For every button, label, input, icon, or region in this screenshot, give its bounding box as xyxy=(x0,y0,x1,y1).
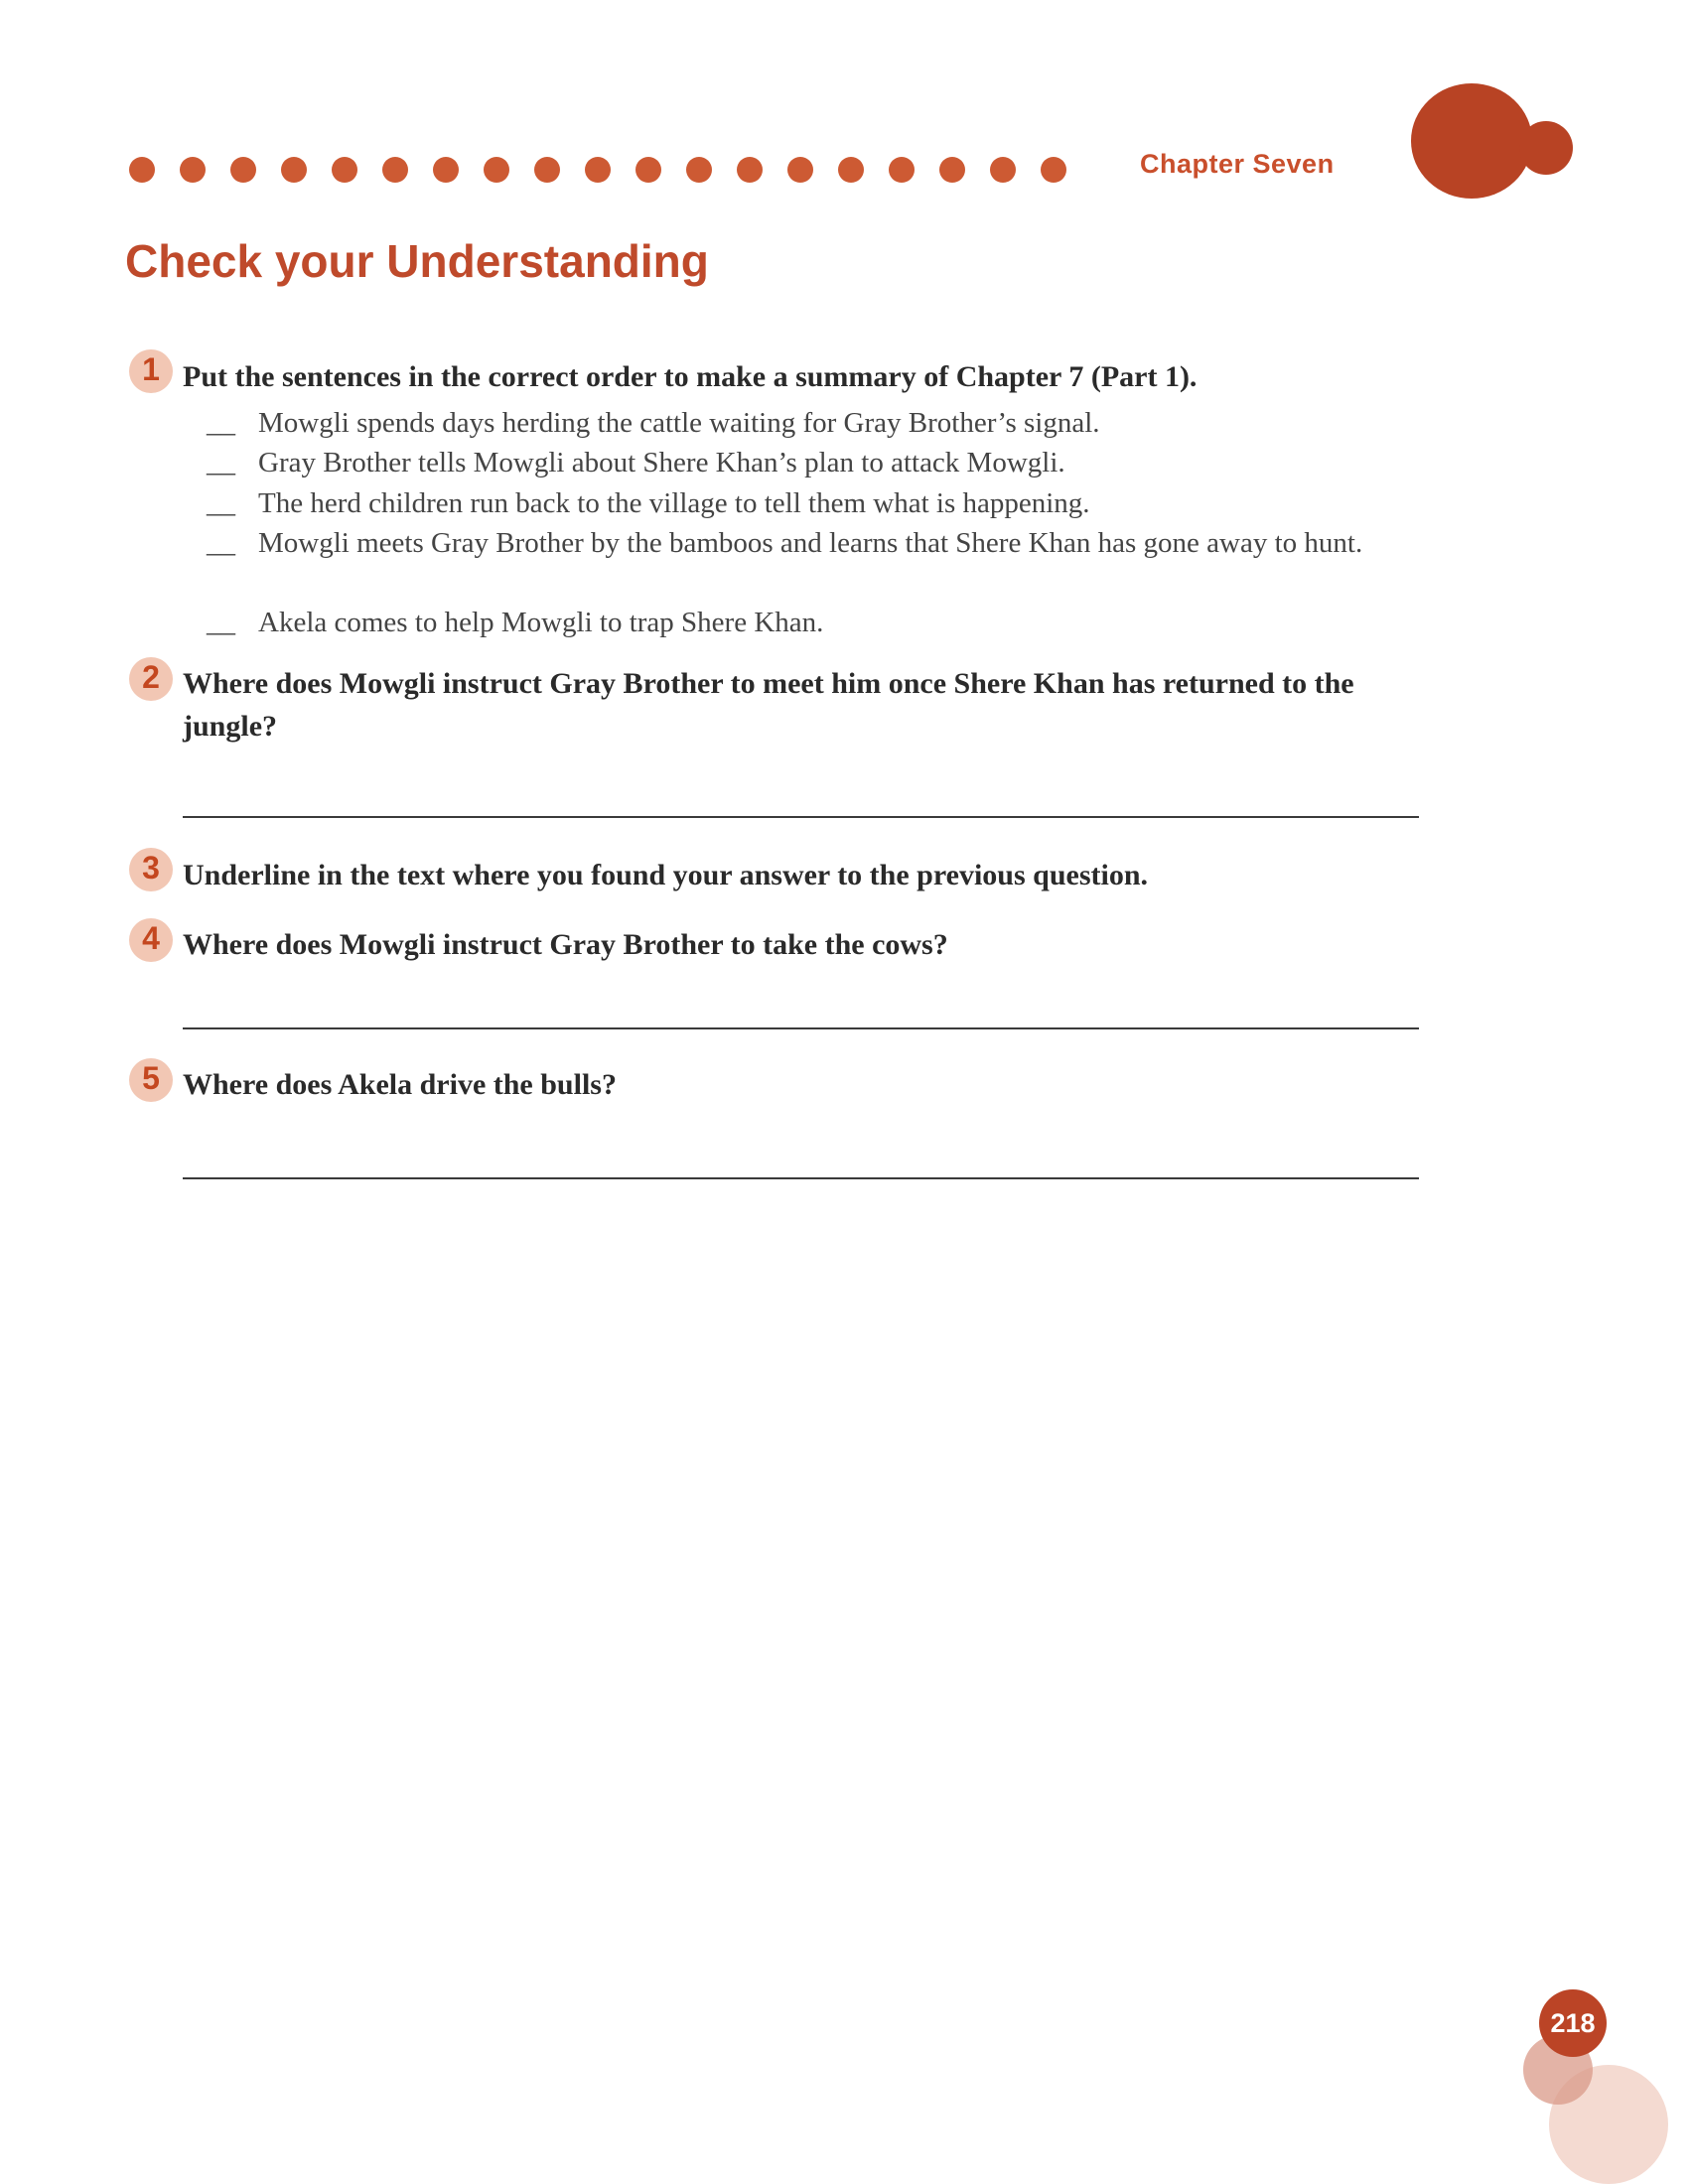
answer-line[interactable] xyxy=(183,1177,1419,1179)
ordering-item-text: Mowgli meets Gray Brother by the bamboos and learns that Shere Khan has gone away to hunt. xyxy=(258,527,1363,559)
question-text: Where does Mowgli instruct Gray Brother to meet him once Shere Khan has returned to the jungle? xyxy=(183,667,1354,743)
dot-ornament xyxy=(737,157,763,183)
answer-line[interactable] xyxy=(183,1027,1419,1029)
dot-ornament xyxy=(484,157,509,183)
question-number-badge: 1 xyxy=(129,349,173,393)
chapter-label: Chapter Seven xyxy=(1140,149,1335,179)
dot-ornament xyxy=(382,157,408,183)
question-number-badge: 5 xyxy=(129,1058,173,1102)
dot-ornament xyxy=(990,157,1016,183)
dot-ornament xyxy=(433,157,459,183)
order-blank[interactable]: __ xyxy=(207,527,235,559)
page-number: 218 xyxy=(1539,1989,1607,2057)
question-text: Put the sentences in the correct order to make a summary of Chapter 7 (Part 1). xyxy=(183,360,1198,393)
dot-ornament xyxy=(838,157,864,183)
question-number-badge: 4 xyxy=(129,918,173,962)
dot-ornament xyxy=(281,157,307,183)
dotted-rule xyxy=(129,157,1062,185)
order-blank[interactable]: __ xyxy=(207,487,235,519)
dot-ornament xyxy=(534,157,560,183)
corner-decoration-small xyxy=(1519,121,1573,175)
question-number-badge: 2 xyxy=(129,657,173,701)
dot-ornament xyxy=(129,157,155,183)
dot-ornament xyxy=(180,157,206,183)
page-title: Check your Understanding xyxy=(125,235,709,287)
dot-ornament xyxy=(230,157,256,183)
dot-ornament xyxy=(686,157,712,183)
dot-ornament xyxy=(889,157,915,183)
ordering-item-text: Mowgli spends days herding the cattle waiting for Gray Brother’s signal. xyxy=(258,407,1100,439)
question-text: Where does Akela drive the bulls? xyxy=(183,1068,617,1101)
question-text: Where does Mowgli instruct Gray Brother to take the cows? xyxy=(183,928,948,961)
dot-ornament xyxy=(939,157,965,183)
order-blank[interactable]: __ xyxy=(207,407,235,439)
ordering-item-text: The herd children run back to the village to tell them what is happening. xyxy=(258,487,1090,519)
dot-ornament xyxy=(635,157,661,183)
ordering-item-text: Gray Brother tells Mowgli about Shere Khan’s plan to attack Mowgli. xyxy=(258,447,1065,478)
dot-ornament xyxy=(1041,157,1066,183)
dot-ornament xyxy=(332,157,357,183)
corner-decoration xyxy=(1411,83,1532,199)
answer-line[interactable] xyxy=(183,816,1419,818)
ordering-item-text: Akela comes to help Mowgli to trap Shere Khan. xyxy=(258,607,824,638)
dot-ornament xyxy=(585,157,611,183)
dot-ornament xyxy=(787,157,813,183)
question-text: Underline in the text where you found your answer to the previous question. xyxy=(183,859,1149,891)
order-blank[interactable]: __ xyxy=(207,607,235,638)
order-blank[interactable]: __ xyxy=(207,447,235,478)
question-number-badge: 3 xyxy=(129,848,173,891)
